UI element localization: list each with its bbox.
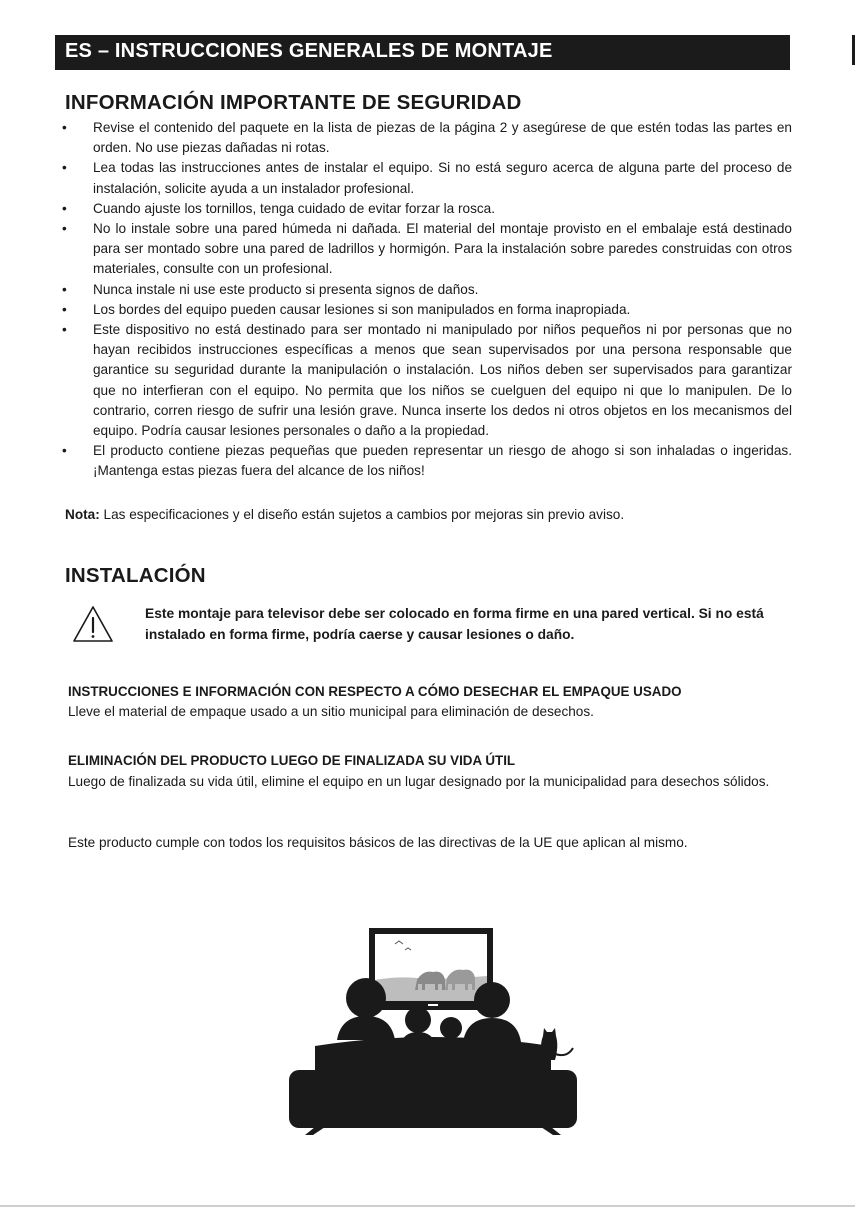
- list-item-text: Cuando ajuste los tornillos, tenga cuidado de evitar forzar la rosca.: [93, 200, 495, 216]
- banner-title: ES – INSTRUCCIONES GENERALES DE MONTAJE: [65, 40, 553, 62]
- note-label: Nota:: [65, 507, 100, 522]
- installation-title: INSTALACIÓN: [65, 564, 206, 587]
- list-item-text: El producto contiene piezas pequeñas que pueden representar un riesgo de ahogo si son inhaladas o ingeridas. ¡Mantenga estas piezas fuera del alcance de los niños!: [93, 443, 792, 479]
- list-item: [62, 118, 792, 158]
- list-item: [62, 320, 792, 441]
- bullet-icon: •: [62, 120, 67, 135]
- packaging-heading: INSTRUCCIONES E INFORMACIÓN CON RESPECTO A CÓMO DESECHAR EL EMPAQUE USADO: [68, 684, 682, 699]
- compliance-text: Este producto cumple con todos los requisitos básicos de las directivas de la UE que aplican al mismo.: [68, 835, 688, 850]
- disposal-heading: ELIMINACIÓN DEL PRODUCTO LUEGO DE FINALIZADA SU VIDA ÚTIL: [68, 753, 516, 768]
- list-item: [62, 158, 792, 198]
- safety-list: [62, 118, 792, 482]
- note-line: [65, 505, 805, 525]
- bullet-icon: •: [62, 322, 67, 338]
- list-item-text: Lea todas las instrucciones antes de instalar el equipo. Si no está seguro acerca de alguna parte del proceso de instalación, solicite ayuda a un instalador profesional.: [93, 160, 792, 196]
- family-watching-tv-illustration: [287, 928, 579, 1136]
- disposal-text: Luego de finalizada su vida útil, elimine el equipo en un lugar designado por la municipalidad para desechos sólidos.: [68, 774, 770, 789]
- list-item-text: Nunca instale ni use este producto si presenta signos de daños.: [93, 281, 479, 297]
- bullet-icon: •: [62, 160, 67, 176]
- bullet-icon: •: [62, 221, 67, 237]
- bullet-icon: •: [62, 301, 67, 317]
- list-item-text: Los bordes del equipo pueden causar lesiones si son manipulados en forma inapropiada.: [93, 301, 631, 317]
- installation-warning: Este montaje para televisor debe ser colocado en forma firme en una pared vertical. Si no está instalado en forma firme, podría caerse y causar lesiones o daño.: [145, 606, 764, 642]
- list-item: [62, 280, 792, 300]
- bullet-icon: •: [62, 200, 67, 216]
- safety-title: INFORMACIÓN IMPORTANTE DE SEGURIDAD: [65, 91, 522, 114]
- list-item-text: Este dispositivo no está destinado para ser montado ni manipulado por niños pequeños ni por personas que no hayan recibidos instrucciones específicas a menos que sean supervisados por una persona responsable que garantice su seguridad durante la manipulación o instalación. Los niños deben ser supervisados para garantizar que no interfieran con el equipo. No permita que los niños se cuelguen del equipo ni que lo manipulen. De lo contrario, corren riesgo de sufrir una lesión grave. Nunca inserte los dedos ni otros objetos en los mecanismos del equipo. Podría causar lesiones personales o daño a la propiedad.: [93, 322, 792, 439]
- list-item: [62, 199, 792, 219]
- list-item: [62, 300, 792, 320]
- packaging-text: Lleve el material de empaque usado a un sitio municipal para eliminación de desechos.: [68, 704, 594, 719]
- warning-triangle-icon: [71, 604, 115, 644]
- bullet-icon: •: [62, 443, 67, 459]
- list-item: [62, 219, 792, 280]
- bullet-icon: •: [62, 281, 67, 297]
- note-text: Las especificaciones y el diseño están sujetos a cambios por mejoras sin previo aviso.: [99, 507, 625, 522]
- list-item-text: Revise el contenido del paquete en la lista de piezas de la página 2 y asegúrese de que estén todas las partes en orden. No use piezas dañadas ni rotas.: [93, 120, 792, 156]
- list-item-text: No lo instale sobre una pared húmeda ni dañada. El material del montaje provisto en el embalaje está destinado para ser montado sobre una pared de ladrillos y hormigón. Para la instalación sobre paredes construidas con otros materiales, consulte con un profesional.: [93, 221, 792, 277]
- header-banner: [55, 35, 790, 70]
- list-item: [62, 441, 792, 481]
